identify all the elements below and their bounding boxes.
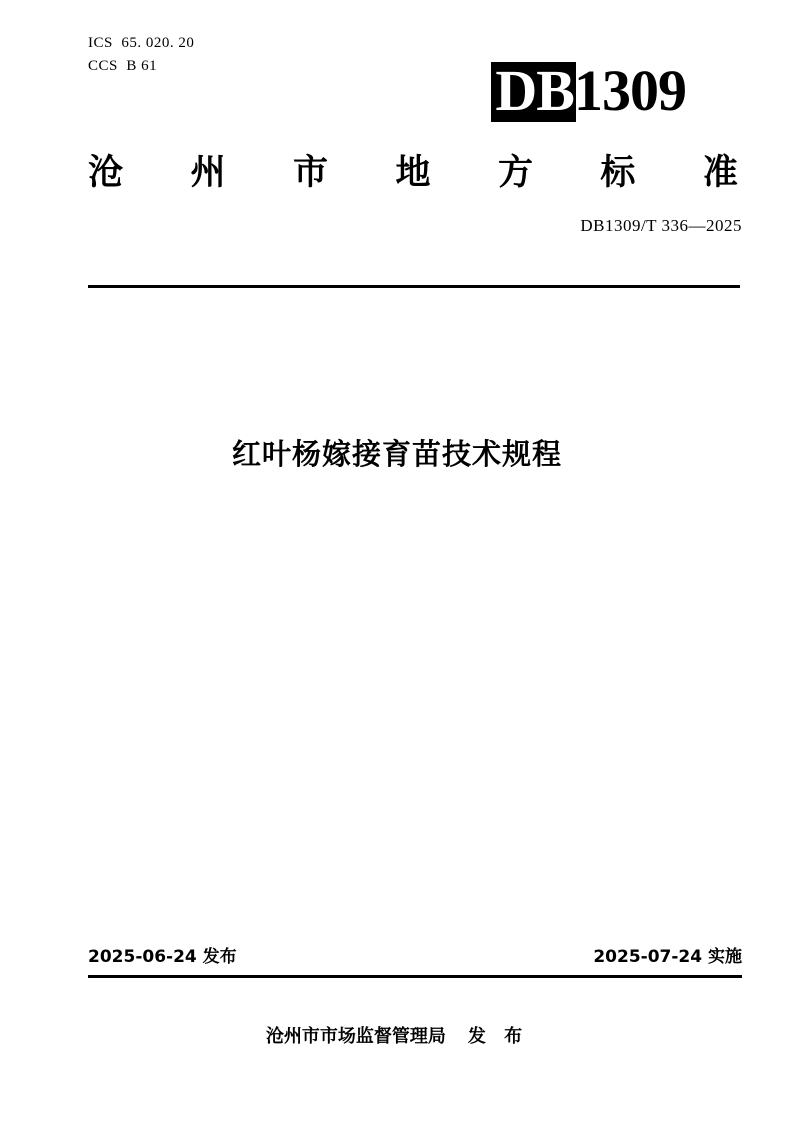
standard-title-char-1: 州 — [190, 153, 226, 193]
standard-title-char-0: 沧 — [88, 153, 124, 193]
header-divider — [88, 285, 740, 288]
publisher-name: 沧州市市场监督管理局 — [265, 1026, 446, 1047]
footer-dates — [88, 942, 742, 967]
publisher-verb: 发 布 — [467, 1026, 529, 1047]
db-logo — [491, 58, 686, 123]
issue-date: 2025-06-24 发布 — [88, 947, 237, 967]
document-title: 红叶杨嫁接育苗技术规程 — [231, 437, 562, 471]
standard-title-char-6: 准 — [702, 153, 738, 193]
ics-code: ICS 65. 020. 20 — [88, 35, 195, 51]
classification-codes — [88, 32, 194, 77]
standard-title-char-2: 市 — [292, 153, 328, 193]
standard-title-char-5: 标 — [600, 153, 636, 193]
publisher-line — [0, 1022, 794, 1048]
db-logo-number: 1309 — [574, 58, 686, 123]
footer-divider — [88, 975, 742, 978]
standard-title-char-3: 地 — [395, 153, 431, 193]
standard-title-line — [88, 145, 738, 195]
standard-number: DB1309/T 336—2025 — [580, 216, 742, 235]
standard-title-char-4: 方 — [497, 153, 533, 193]
ccs-code: CCS B 61 — [88, 57, 158, 74]
db-logo-prefix: DB — [491, 62, 576, 122]
effective-date: 2025-07-24 实施 — [593, 947, 742, 967]
